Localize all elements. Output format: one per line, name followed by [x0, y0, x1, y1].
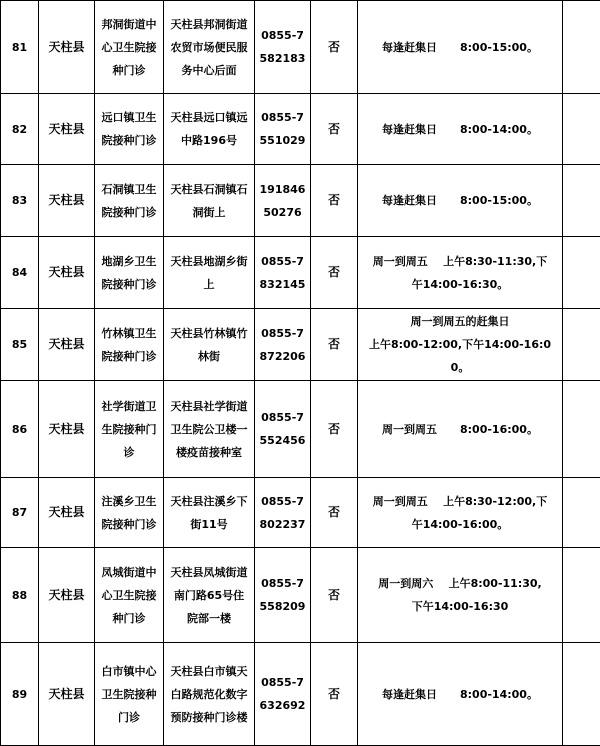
- row-number: 84: [1, 237, 39, 309]
- county-name: 天柱县: [39, 1, 95, 94]
- hours-line: 上午8:00-12:00,下午14:00-16:0: [362, 333, 558, 356]
- flag-value: 否: [311, 548, 358, 643]
- row-number: 83: [1, 165, 39, 237]
- clinic-phone: 0855-7551029: [255, 94, 311, 165]
- clinic-address: 天柱县注溪乡下街11号: [164, 478, 255, 548]
- clinic-address: 天柱县地湖乡街上: [164, 237, 255, 309]
- flag-value: 否: [311, 165, 358, 237]
- clinic-phone: 0855-7802237: [255, 478, 311, 548]
- clinic-hours: [358, 237, 563, 309]
- clinic-hours: [358, 94, 563, 165]
- clinic-phone: 0855-7872206: [255, 309, 311, 381]
- row-number: 81: [1, 1, 39, 94]
- clinic-name: 远口镇卫生院接种门诊: [95, 94, 164, 165]
- hours-line: 周一到周五 上午8:30-12:00,下: [362, 490, 558, 513]
- clinic-hours: [358, 381, 563, 478]
- flag-value: 否: [311, 478, 358, 548]
- clinic-name: 白市镇中心卫生院接种门诊: [95, 643, 164, 746]
- flag-value: 否: [311, 309, 358, 381]
- table-row: [1, 381, 600, 478]
- clinic-name: 注溪乡卫生院接种门诊: [95, 478, 164, 548]
- hours-line: 周一到周五 上午8:30-11:30,下: [362, 250, 558, 273]
- flag-value: 否: [311, 643, 358, 746]
- hours-line: 每逢赶集日 8:00-14:00。: [362, 118, 558, 141]
- county-name: 天柱县: [39, 643, 95, 746]
- clinic-name: 石洞镇卫生院接种门诊: [95, 165, 164, 237]
- empty-cell: [563, 381, 600, 478]
- clinic-hours: [358, 1, 563, 94]
- clinic-name: 社学街道卫生院接种门诊: [95, 381, 164, 478]
- empty-cell: [563, 548, 600, 643]
- county-name: 天柱县: [39, 381, 95, 478]
- hours-line: 周一到周六 上午8:00-11:30,: [362, 572, 558, 595]
- clinic-name: 地湖乡卫生院接种门诊: [95, 237, 164, 309]
- clinic-hours: [358, 643, 563, 746]
- row-number: 88: [1, 548, 39, 643]
- empty-cell: [563, 478, 600, 548]
- table-row: [1, 94, 600, 165]
- county-name: 天柱县: [39, 309, 95, 381]
- clinic-phone: 0855-7832145: [255, 237, 311, 309]
- flag-value: 否: [311, 1, 358, 94]
- clinic-address: 天柱县竹林镇竹林街: [164, 309, 255, 381]
- hours-line: 午14:00-16:30。: [362, 273, 558, 296]
- hours-line: 0。: [362, 356, 558, 379]
- clinic-name: 竹林镇卫生院接种门诊: [95, 309, 164, 381]
- clinic-address: 天柱县石洞镇石洞街上: [164, 165, 255, 237]
- clinic-address: 天柱县社学街道卫生院公卫楼一楼疫苗接种室: [164, 381, 255, 478]
- clinic-hours: [358, 548, 563, 643]
- clinic-address: 天柱县凤城街道南门路65号住院部一楼: [164, 548, 255, 643]
- clinic-phone: 19184650276: [255, 165, 311, 237]
- table-row: [1, 478, 600, 548]
- hours-line: 每逢赶集日 8:00-15:00。: [362, 36, 558, 59]
- county-name: 天柱县: [39, 237, 95, 309]
- clinic-phone: 0855-7582183: [255, 1, 311, 94]
- empty-cell: [563, 309, 600, 381]
- clinic-name: 邦洞街道中心卫生院接种门诊: [95, 1, 164, 94]
- empty-cell: [563, 643, 600, 746]
- hours-line: 午14:00-16:00。: [362, 513, 558, 536]
- hours-line: 下午14:00-16:30: [362, 595, 558, 618]
- hours-line: 每逢赶集日 8:00-14:00。: [362, 683, 558, 706]
- county-name: 天柱县: [39, 94, 95, 165]
- table-row: [1, 309, 600, 381]
- clinic-phone: 0855-7632692: [255, 643, 311, 746]
- clinic-phone: 0855-7558209: [255, 548, 311, 643]
- table-row: [1, 548, 600, 643]
- county-name: 天柱县: [39, 478, 95, 548]
- clinic-name: 凤城街道中心卫生院接种门诊: [95, 548, 164, 643]
- table-row: [1, 237, 600, 309]
- table-row: [1, 1, 600, 94]
- county-name: 天柱县: [39, 165, 95, 237]
- hours-line: 每逢赶集日 8:00-15:00。: [362, 189, 558, 212]
- clinic-phone: 0855-7552456: [255, 381, 311, 478]
- clinic-hours: [358, 165, 563, 237]
- row-number: 86: [1, 381, 39, 478]
- hours-line: 周一到周五的赶集日: [362, 310, 558, 333]
- clinic-address: 天柱县白市镇天白路规范化数字预防接种门诊楼: [164, 643, 255, 746]
- flag-value: 否: [311, 94, 358, 165]
- empty-cell: [563, 94, 600, 165]
- row-number: 87: [1, 478, 39, 548]
- row-number: 82: [1, 94, 39, 165]
- hours-line: 周一到周五 8:00-16:00。: [362, 418, 558, 441]
- row-number: 89: [1, 643, 39, 746]
- table-row: [1, 643, 600, 746]
- flag-value: 否: [311, 237, 358, 309]
- row-number: 85: [1, 309, 39, 381]
- table-row: [1, 165, 600, 237]
- clinic-hours: [358, 478, 563, 548]
- clinic-address: 天柱县邦洞街道农贸市场便民服务中心后面: [164, 1, 255, 94]
- clinic-address: 天柱县远口镇远中路196号: [164, 94, 255, 165]
- empty-cell: [563, 237, 600, 309]
- flag-value: 否: [311, 381, 358, 478]
- empty-cell: [563, 165, 600, 237]
- clinic-hours: [358, 309, 563, 381]
- county-name: 天柱县: [39, 548, 95, 643]
- empty-cell: [563, 1, 600, 94]
